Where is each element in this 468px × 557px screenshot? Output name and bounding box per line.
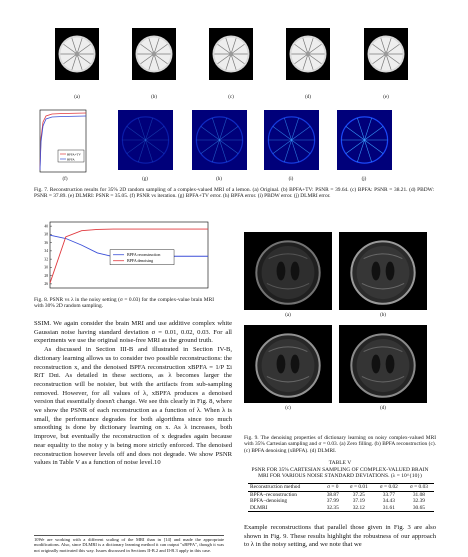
error-map-panel [118, 110, 173, 170]
panel-label: (j) [361, 177, 367, 182]
fig8-psnr-lambda-chart [34, 220, 212, 292]
y-tick-label: 40 [44, 224, 48, 229]
panel-label: (a) [285, 313, 291, 318]
lemon-mri-panel [132, 28, 176, 80]
panel-label: (g) [142, 177, 148, 182]
table-header: Reconstruction method [248, 484, 322, 492]
brain-mri-panel [339, 325, 427, 403]
table-header: σ = 0.02 [374, 484, 404, 492]
brain-mri-panel [244, 325, 332, 403]
table-row: BPFA−reconstruction 38.87 37.25 33.77 31.08 [250, 491, 425, 498]
body-right-column: Example reconstructions that parallel those given in Fig. 3 are also shown in Fig. 9. These results highlight the robustness of our approach to λ in the noisy setting, and we note that we [244, 524, 436, 549]
error-map-panel [264, 110, 319, 170]
table-header: σ = 0.01 [344, 484, 374, 492]
paragraph: As discussed in Section III-B and illustrated in Section IV-B, dictionary learning allows us to consider two possible reconstructions: the reconstruction x, and the denoised BPFA reconstruction xBPFA = 1/P Σi RiT Dαi. As detailed in these sections, as λ becomes larger the reconstruction will be noisier, but with the artifacts from sub-sampling removed. However, for all values of λ, xBPFA produces a denoised version that essentially doesn't change. We see this clearly in Fig. 8, where we show the PSNR of each reconstruction as a function of λ. When λ is small, the performance degrades for both algorithms since too much smoothing is done by dictionary learning on x. As λ increases, both improve, but eventually the reconstruction of x degrades again because near equality to the noisy y is being more strictly enforced. The denoised reconstruction however levels off and does not degrade. We show PSNR values in Table V as a function of noise level.10 [34, 346, 232, 467]
lemon-mri-panel [55, 28, 99, 80]
paragraph: SSIM. We again consider the brain MRI and use additive complex white Gaussian noise having standard deviation σ = 0.01, 0.02, 0.03. For all experiments we use the original noise-free MRI as the ground truth. [34, 320, 232, 345]
y-tick-label: 32 [44, 257, 48, 262]
y-tick-label: 26 [44, 282, 48, 287]
y-tick-label: 36 [44, 240, 48, 245]
panel-label: (d) [305, 95, 311, 100]
lemon-mri-panel [364, 28, 408, 80]
legend-bpfa: BPFA [67, 157, 75, 162]
y-tick-label: 28 [44, 273, 48, 278]
psnr-table [248, 483, 434, 512]
table-subtitle-2: MRI FOR VARIOUS NOISE STANDARD DEVIATIONS. (λ = 10^{10}) [258, 473, 422, 480]
panel-label: (d) [380, 406, 386, 411]
table-header: σ = 0.03 [404, 484, 434, 492]
lemon-mri-panel [209, 28, 253, 80]
legend-bpfa-tv: BPFA+TV [67, 152, 81, 157]
panel-label: (a) [74, 95, 80, 100]
fig9-caption: Fig. 9. The denoising properties of dictionary learning on noisy complex-valued MRI with 35% Cartesian sampling and σ = 0.03. (a) Zero filling. (b) BPFA reconstruction (c). (c) BPFA denoising (xBPFA). (d) DLMRI. [244, 435, 436, 454]
panel-label: (b) [380, 313, 386, 318]
y-tick-label: 34 [44, 249, 48, 254]
error-map-panel [337, 110, 392, 170]
table-header-row [248, 484, 434, 492]
error-map-panel [192, 110, 247, 170]
table-row: DLMRI 32.35 32.12 31.61 30.65 [248, 505, 434, 512]
brain-mri-panel [339, 232, 427, 310]
panel-label: (h) [216, 177, 222, 182]
legend-label: BPFA denoising [127, 258, 154, 264]
y-tick-label: 38 [44, 232, 48, 237]
panel-label: (e) [383, 95, 389, 100]
panel-label: (f) [62, 177, 68, 182]
table-subtitle-1: PSNR FOR 35% CARTESIAN SAMPLING OF COMPLEX-VALUED BRAIN [251, 466, 429, 473]
brain-mri-panel [244, 232, 332, 310]
lemon-mri-panel [286, 28, 330, 80]
table-title: TABLE V [328, 460, 352, 466]
fig7-caption: Fig. 7. Reconstruction results for 35% 2D random sampling of a complex-valued MRI of a lemon. (a) Original. (b) BPFA+TV: PSNR = 39.64. (c) BPFA: PSNR = 38.21. (d) PBDW: PSNR = 37.89. (e) DLMRI: PSNR = 35.05. (f) PSNR vs iteration. (g) BPFA+TV error. (h) BPFA error. (i) PBDW error. (j) DLMRI error. [34, 187, 434, 200]
y-tick-label: 30 [44, 265, 48, 270]
panel-label: (c) [228, 95, 234, 100]
panel-label: (c) [285, 406, 291, 411]
panel-label: (i) [288, 177, 294, 182]
table-row: BPFA−denoising 37.99 37.19 34.43 32.39 [250, 498, 425, 505]
body-left-column [34, 320, 232, 468]
table-header: σ = 0 [322, 484, 344, 492]
psnr-iteration-chart [38, 108, 88, 176]
panel-label: (b) [151, 95, 157, 100]
footnote: 10We are working with a different scaling of the MRI than in [14] and made the appropriate modifications. Also, since DLMRI is a dictionary learning method it can output "xBPFA", though it was not originally motivated this way. Issues discussed in Sections II-B.2 and II-B.3 apply in this case. [34, 537, 224, 553]
legend-label: BPFA reconstruction [127, 252, 161, 258]
fig8-caption: Fig. 8. PSNR vs λ in the noisy setting (σ = 0.03) for the complex-value brain MRI with 30% 2D random sampling. [34, 297, 214, 310]
